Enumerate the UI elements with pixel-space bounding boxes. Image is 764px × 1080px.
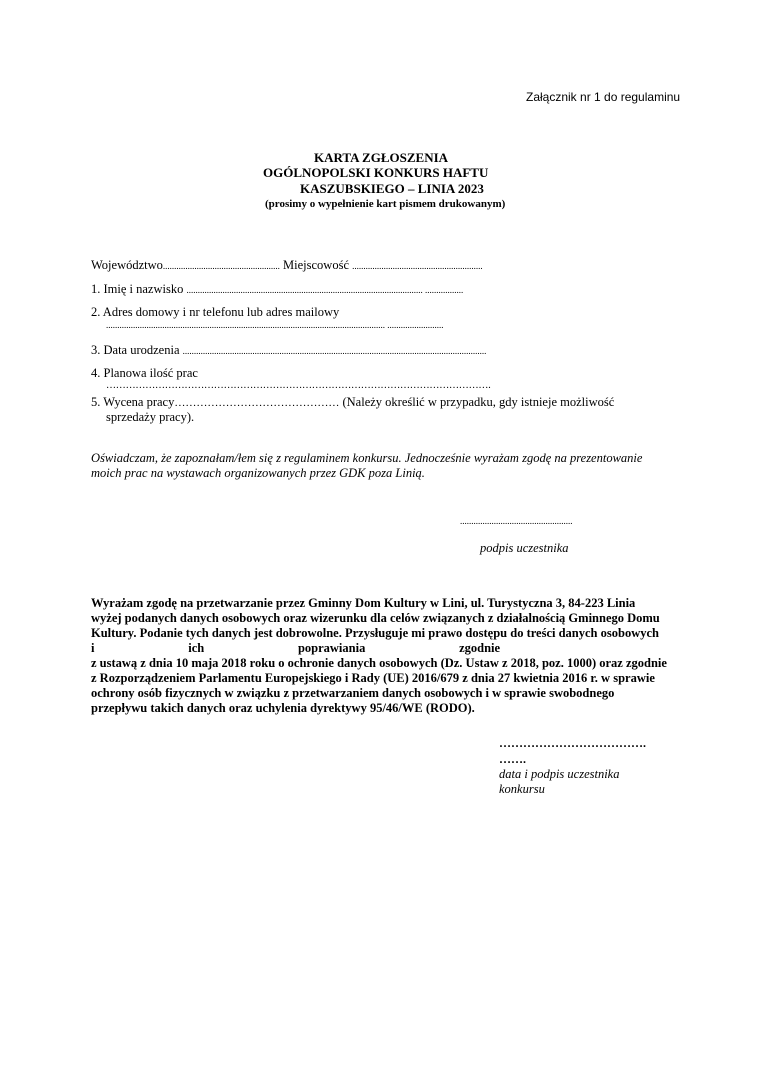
consent-line-2: wyżej podanych danych osobowych oraz wizerunku dla celów związanych z działalnością Gminnego Domu [91, 611, 660, 625]
name-dots: ......................................................................................................... ................. [186, 285, 464, 295]
locality-label: Miejscowość [283, 258, 349, 272]
voivodeship-dots: .................................................... [162, 261, 280, 271]
contest-title-line2: KASZUBSKIEGO – LINIA 2023 [300, 181, 484, 196]
name-label: 1. Imię i nazwisko [91, 282, 184, 296]
consent-line-6: z Rozporządzeniem Parlamentu Europejskiego i Rady (UE) 2016/679 z dnia 27 kwietnia 2016 r. w sprawie [91, 671, 655, 685]
birth-label: 3. Data urodzenia [91, 343, 180, 357]
count-label: 4. Planowa ilość prac [91, 366, 198, 380]
annex-label: Załącznik nr 1 do regulaminu [526, 90, 681, 104]
consent-line-5: z ustawą z dnia 10 maja 2018 roku o ochronie danych osobowych (Dz. Ustaw z 2018, poz. 1000) oraz zgodnie [91, 656, 667, 670]
price-note-continued: sprzedaży pracy). [106, 410, 195, 424]
voivodeship-label: Województwo [91, 258, 163, 272]
birth-dots: ....................................................................................................................................... [182, 346, 487, 356]
consent-line-1: Wyrażam zgodę na przetwarzanie przez Gminny Dom Kultury w Lini, ul. Turystyczna 3, 84-223 Linia [91, 596, 636, 610]
signature-dots[interactable]: .................................................. [460, 516, 573, 526]
birth-field[interactable] [91, 343, 486, 358]
price-note: (Należy określić w przypadku, gdy istnieje możliwość [342, 395, 615, 409]
contest-title-line1: OGÓLNOPOLSKI KONKURS HAFTU [263, 165, 489, 180]
signature-label: podpis uczestnika [480, 541, 569, 555]
count-dots[interactable]: ………………………………………………………………………………………………………. [106, 380, 491, 391]
address-label: 2. Adres domowy i nr telefonu lub adres mailowy [91, 305, 340, 319]
address-dots[interactable]: ............................................................................................................................ ......................... [106, 320, 444, 330]
price-field[interactable] [91, 395, 614, 410]
voivodeship-field[interactable] [91, 258, 483, 273]
consent-line-3: Kultury. Podanie tych danych jest dobrowolne. Przysługuje mi prawo dostępu do treści danych osobowych [91, 626, 659, 640]
consent-line-8: przepływu takich danych oraz uchylenia dyrektywy 95/46/WE (RODO). [91, 701, 475, 715]
consent-line-7: ochrony osób fizycznych w związku z przetwarzaniem danych osobowych i w sprawie swobodnego [91, 686, 615, 700]
price-label: 5. Wycena pracy [91, 395, 175, 409]
declaration-line1: Oświadczam, że zapoznałam/łem się z regulaminem konkursu. Jednocześnie wyrażam zgodę na prezentowanie [91, 451, 643, 465]
fill-instruction: (prosimy o wypełnienie kart pismem drukowanym) [265, 198, 506, 210]
date-signature-dots-continued: ……. [499, 752, 526, 766]
date-signature-label: data i podpis uczestnika [499, 767, 620, 781]
locality-dots: .......................................................... [352, 261, 483, 271]
declaration-line2: moich prac na wystawach organizowanych przez GDK poza Linią. [91, 466, 425, 480]
form-title: KARTA ZGŁOSZENIA [314, 150, 449, 165]
price-dots: ……………………………………… [174, 397, 340, 409]
consent-paragraph [91, 596, 671, 716]
name-field[interactable] [91, 282, 463, 297]
date-signature-label-continued: konkursu [499, 782, 545, 796]
date-signature-dots[interactable]: ………………………………. [499, 736, 646, 750]
consent-line-4: i ich poprawiania zgodnie [91, 641, 501, 655]
